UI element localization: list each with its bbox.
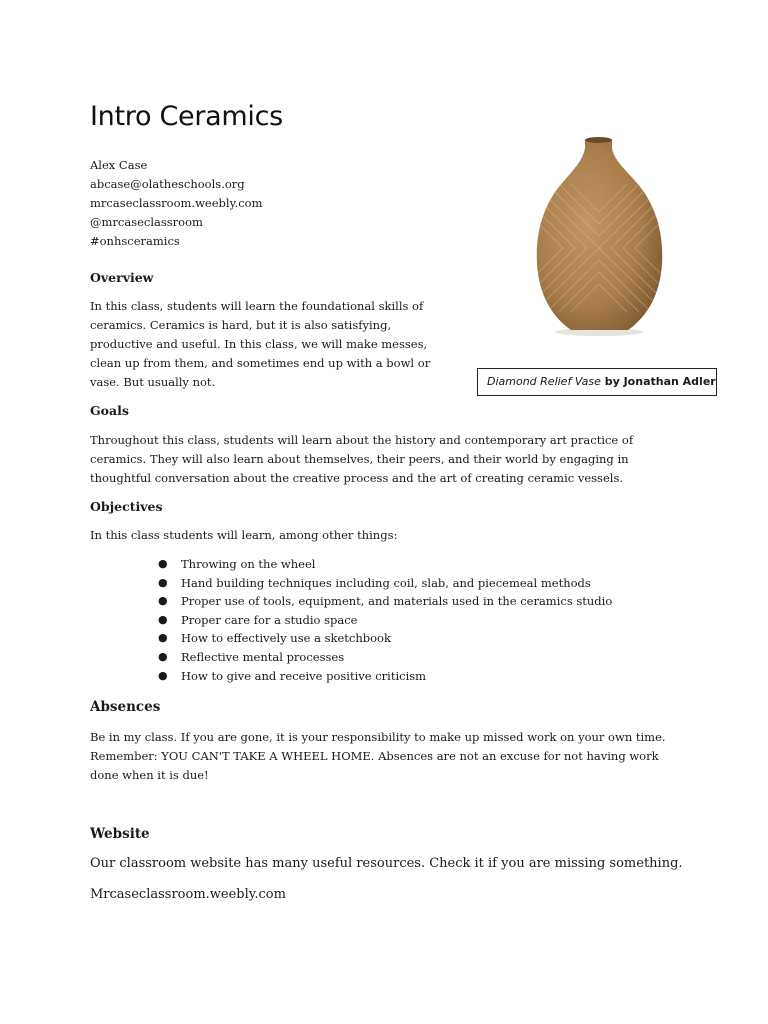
website-text: Our classroom website has many useful resources. Check it if you are missing something. — [90, 856, 683, 871]
objective-item: ● How to give and receive positive criticism — [156, 667, 612, 686]
bullet-icon: ● — [158, 594, 168, 608]
bullet-icon: ● — [158, 668, 168, 682]
bullet-icon: ● — [158, 631, 168, 645]
objective-item: ● Reflective mental processes — [156, 648, 612, 667]
page-title: Intro Ceramics — [90, 101, 283, 132]
caption-artist: by Jonathan Adler — [600, 375, 716, 388]
figure-caption — [477, 368, 717, 396]
class-hashtag: #onhsceramics — [90, 234, 180, 248]
objectives-list — [156, 555, 612, 685]
teacher-email: abcase@olatheschools.org — [90, 177, 245, 191]
overview-text: In this class, students will learn the foundational skills of ceramics. Ceramics is hard, but it is also satisfying, productive and useful. In this class, we will make messes, clean up from them, and sometimes end up with a bowl or vase. But usually not. — [90, 299, 431, 389]
contact-info — [90, 156, 262, 251]
absences-text: Be in my class. If you are gone, it is your responsibility to make up missed work on your own time. Remember: YOU CAN'T TAKE A WHEEL HOME. Absences are not an excuse for not having work done when it is due! — [90, 730, 666, 782]
website-url: Mrcaseclassroom.weebly.com — [90, 887, 286, 902]
bullet-icon: ● — [158, 575, 168, 589]
bullet-icon: ● — [158, 612, 168, 626]
absences-heading: Absences — [90, 699, 161, 715]
overview-heading: Overview — [90, 270, 154, 285]
website-heading: Website — [90, 826, 150, 842]
vase-figure — [478, 98, 720, 350]
objective-item: ● How to effectively use a sketchbook — [156, 629, 612, 648]
goals-heading: Goals — [90, 403, 129, 418]
objective-item: ● Hand building techniques including coil, slab, and piecemeal methods — [156, 574, 612, 593]
teacher-name: Alex Case — [90, 158, 148, 172]
objective-item: ● Throwing on the wheel — [156, 555, 612, 574]
bullet-icon: ● — [158, 557, 168, 570]
vase-image — [478, 98, 720, 350]
teacher-handle: @mrcaseclassroom — [90, 215, 203, 229]
objectives-heading: Objectives — [90, 499, 163, 514]
teacher-website: mrcaseclassroom.weebly.com — [90, 196, 263, 210]
caption-title: Diamond Relief Vase — [487, 375, 601, 388]
objective-item: ● Proper care for a studio space — [156, 611, 612, 630]
goals-text: Throughout this class, students will learn about the history and contemporary art practice of ceramics. They will also learn about themselves, their peers, and their world by engaging in thoughtful conversation about the creative process and the art of creating ceramic vessels. — [90, 433, 634, 485]
objectives-intro: In this class students will learn, among other things: — [90, 528, 398, 542]
bullet-icon: ● — [158, 649, 168, 663]
objective-item: ● Proper use of tools, equipment, and materials used in the ceramics studio — [156, 592, 612, 611]
